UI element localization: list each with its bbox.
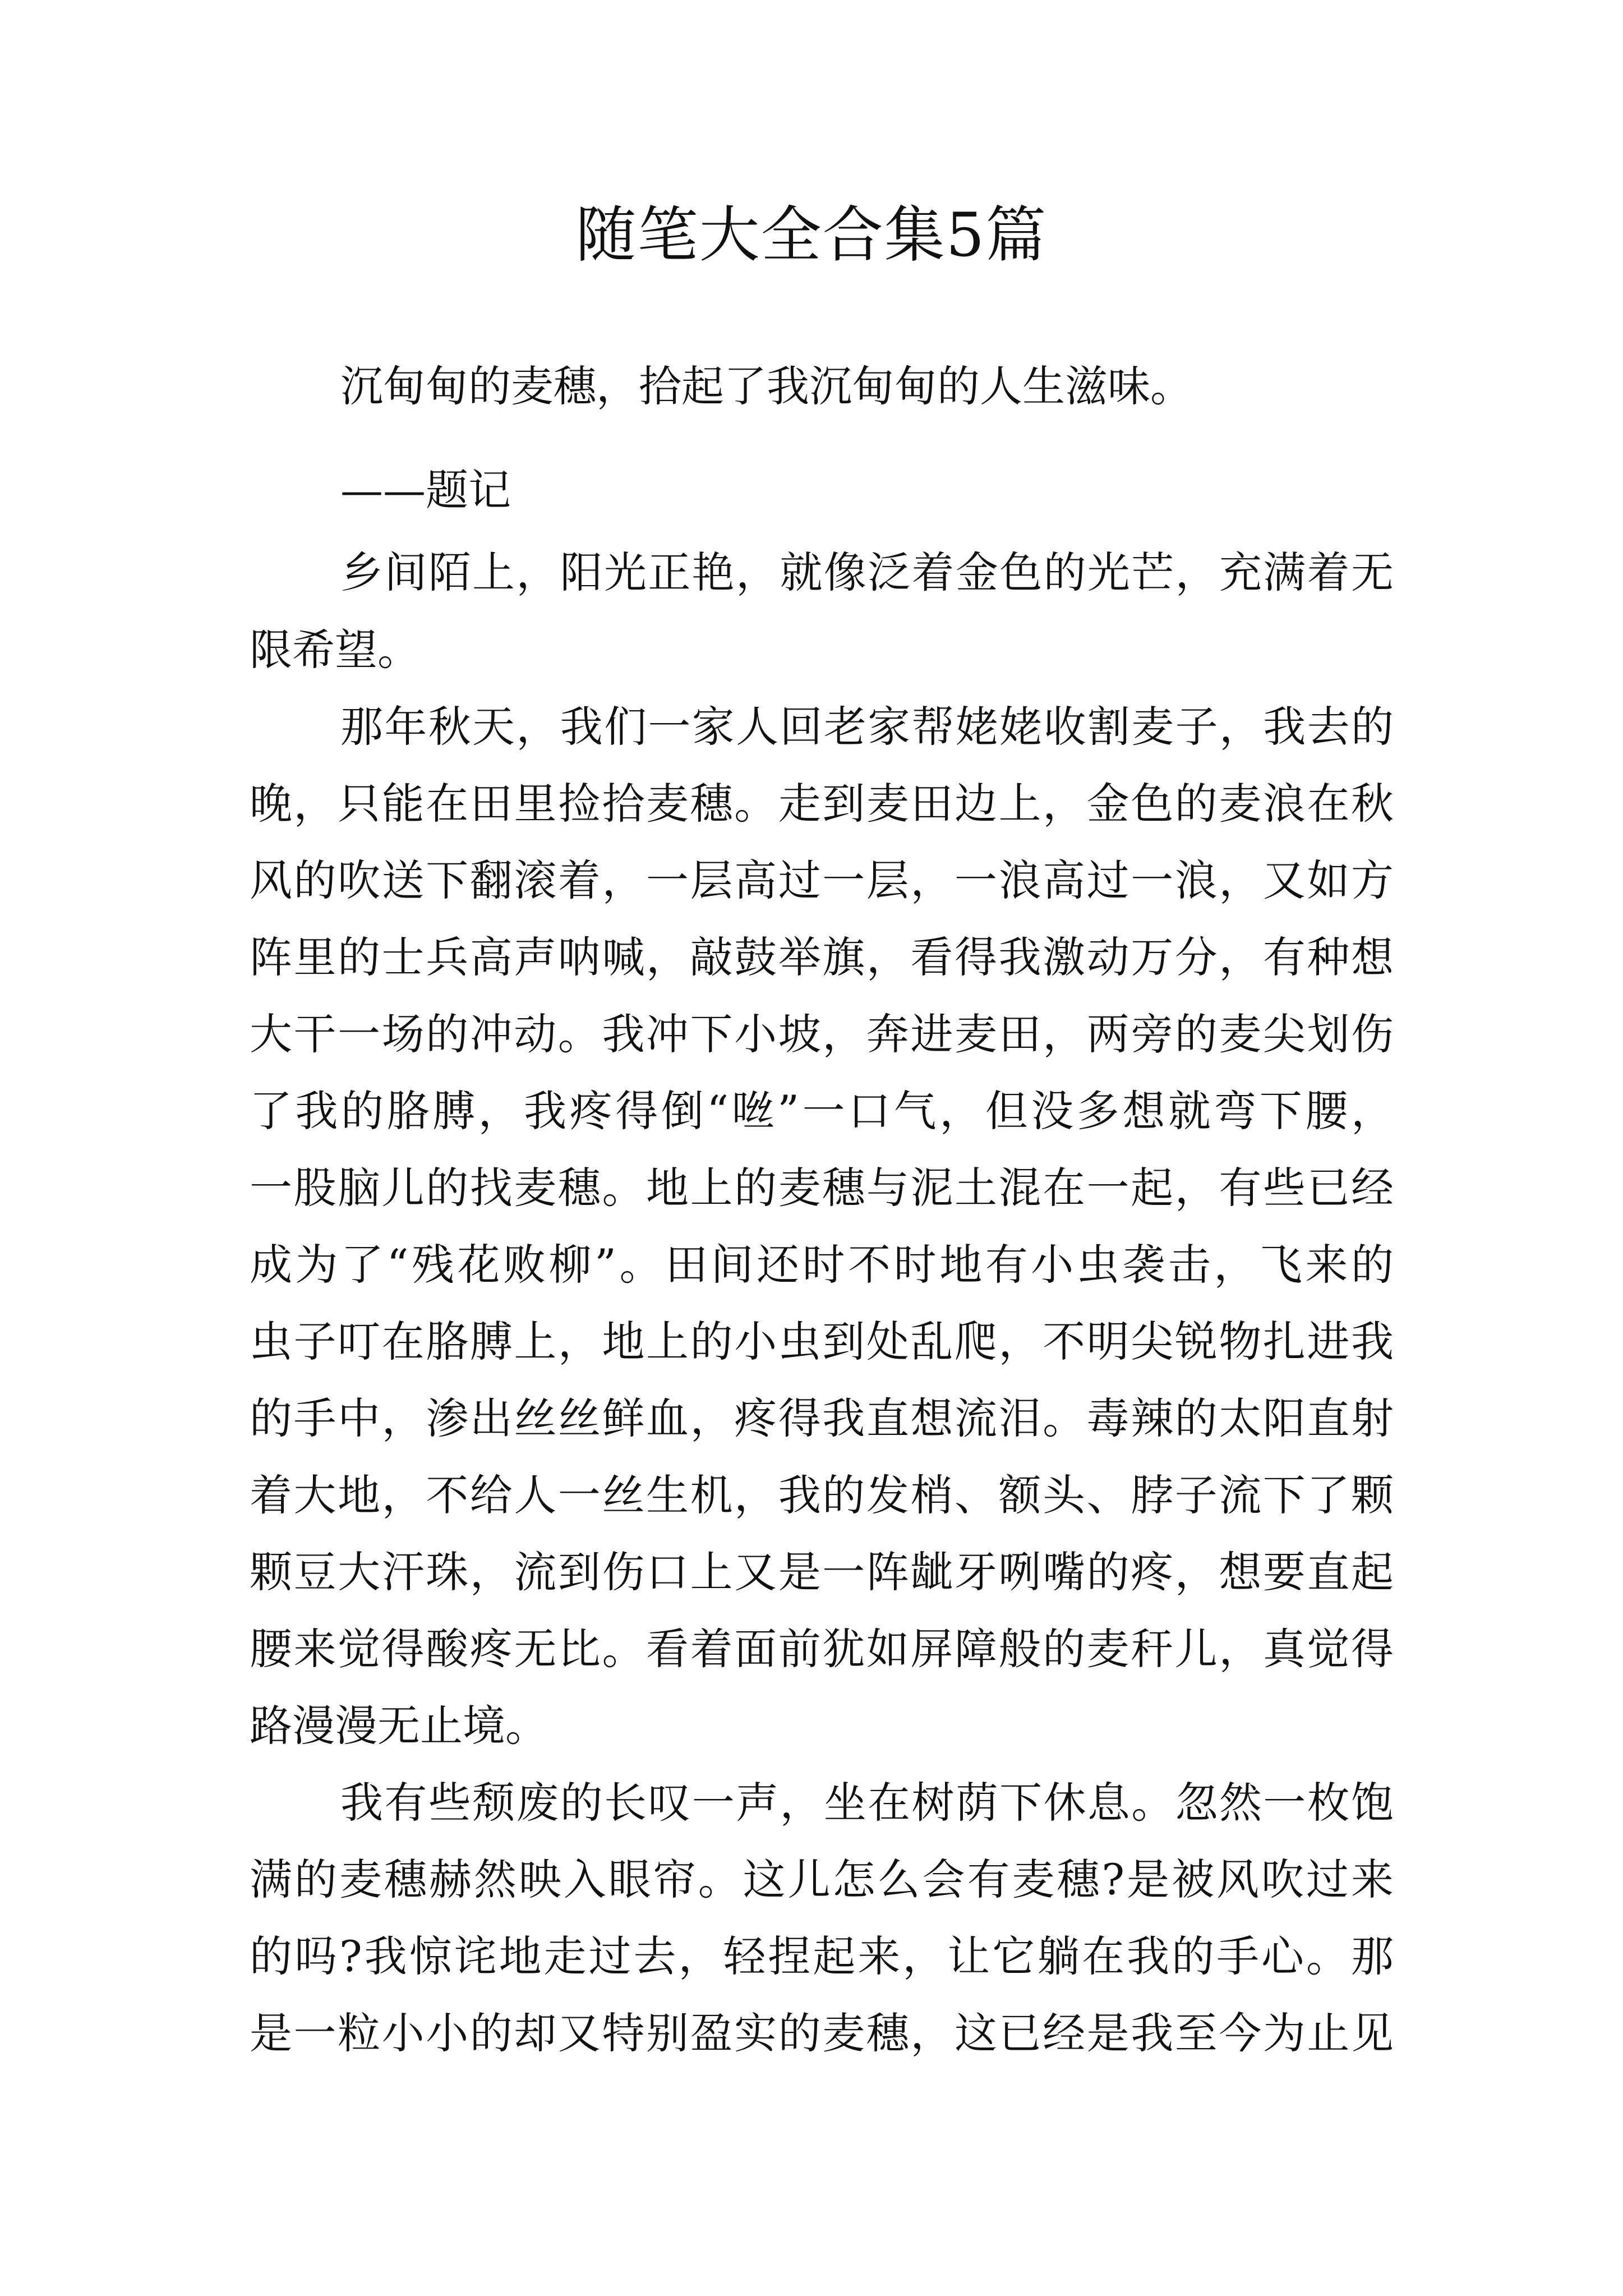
text-line: 那年秋天，我们一家人回老家帮姥姥收割麦子，我去的 [340,702,1394,752]
text-line: 了我的胳膊，我疼得倒“咝”一口气，但没多想就弯下腰， [250,1086,1394,1136]
text-line: 满的麦穗赫然映入眼帘。这儿怎么会有麦穗?是被风吹过来 [250,1855,1394,1904]
text-line: 晚，只能在田里捡拾麦穗。走到麦田边上，金色的麦浪在秋 [250,779,1394,829]
text-line: 虫子叮在胳膊上，地上的小虫到处乱爬，不明尖锐物扎进我 [250,1317,1394,1366]
text-line: 的吗?我惊诧地走过去，轻捏起来，让它躺在我的手心。那 [250,1931,1394,1981]
text-line: 大干一场的冲动。我冲下小坡，奔进麦田，两旁的麦尖划伤 [250,1009,1394,1059]
text-line: 乡间陌上，阳光正艳，就像泛着金色的光芒，充满着无 [340,547,1394,597]
text-line: 腰来觉得酸疼无比。看着面前犹如屏障般的麦秆儿，真觉得 [250,1624,1394,1674]
text-line: 我有些颓废的长叹一声，坐在树荫下休息。忽然一枚饱 [340,1778,1394,1828]
text-line: 沉甸甸的麦穗，拾起了我沉甸甸的人生滋味。 [340,361,1193,411]
text-line: 成为了“残花败柳”。田间还时不时地有小虫袭击，飞来的 [250,1240,1394,1290]
text-line: ——题记 [340,465,511,515]
text-line: 风的吹送下翻滚着，一层高过一层，一浪高过一浪，又如方 [250,855,1394,905]
text-line: 路漫漫无止境。 [250,1701,548,1751]
text-line: 是一粒小小的却又特别盈实的麦穗，这已经是我至今为止见 [250,2008,1394,2058]
text-line: 着大地，不给人一丝生机，我的发梢、额头、脖子流下了颗 [250,1470,1394,1520]
document-title: 随笔大全合集5篇 [575,200,1048,270]
text-line: 阵里的士兵高声呐喊，敲鼓举旗，看得我激动万分，有种想 [250,932,1394,982]
text-line: 限希望。 [250,625,420,675]
text-line: 的手中，渗出丝丝鲜血，疼得我直想流泪。毒辣的太阳直射 [250,1393,1394,1443]
text-line: 颗豆大汗珠，流到伤口上又是一阵龇牙咧嘴的疼，想要直起 [250,1547,1394,1597]
text-line: 一股脑儿的找麦穗。地上的麦穗与泥土混在一起，有些已经 [250,1163,1394,1213]
